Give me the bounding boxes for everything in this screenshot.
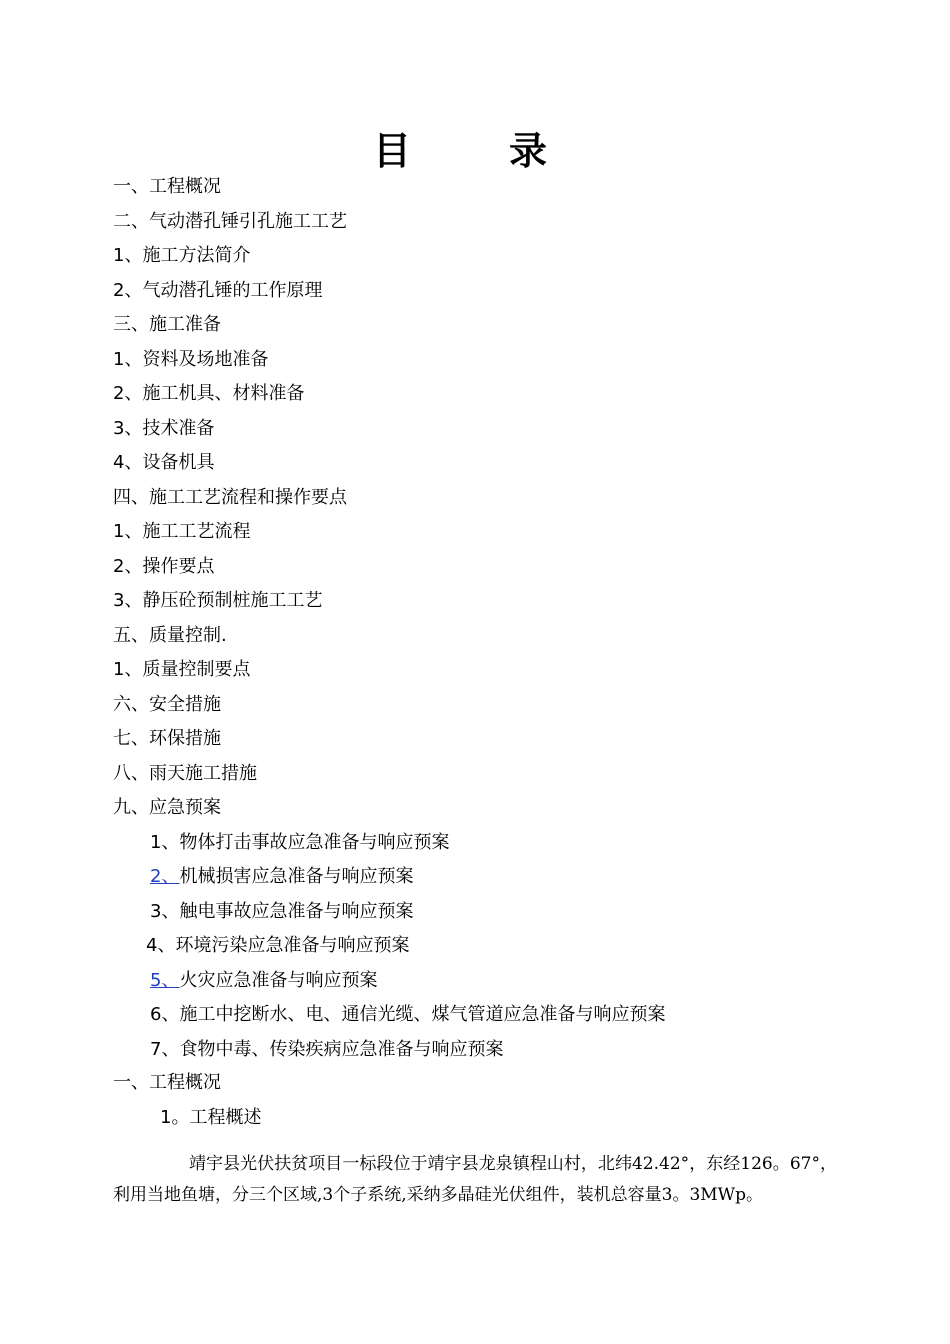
toc-item[interactable]	[150, 964, 377, 998]
toc-item[interactable]	[113, 343, 268, 377]
body-paragraph: 靖宇县光伏扶贫项目一标段位于靖宇县龙泉镇程山村，北纬42.42°，东经126。67°，利用当地鱼塘，分三个区域,3个子系统,采纳多晶硅光伏组件，装机总容量3。3MWp。	[113, 1154, 837, 1205]
section-heading: 一、工程概况	[113, 1072, 221, 1093]
toc-item[interactable]	[113, 446, 214, 480]
toc-item[interactable]	[113, 757, 257, 791]
toc-item-text: 九、应急预案	[113, 797, 221, 818]
page-title: 目 录	[372, 129, 577, 173]
toc-item[interactable]	[150, 826, 449, 860]
toc-item-text: 五、质量控制.	[113, 624, 227, 646]
toc-item-text: 施工中挖断水、电、通信光缆、煤气管道应急准备与响应预案	[179, 1004, 666, 1025]
toc-item[interactable]	[146, 929, 409, 963]
toc-item[interactable]	[150, 860, 413, 894]
toc-item-text: 一、工程概况	[113, 176, 221, 197]
toc-item[interactable]	[113, 722, 221, 756]
toc-item-text: 触电事故应急准备与响应预案	[179, 900, 414, 922]
toc-item-number: 6、	[150, 1004, 180, 1025]
toc-item-text: 1、施工工艺流程	[113, 521, 251, 542]
toc-item-number-link[interactable]: 2、	[150, 866, 180, 887]
toc-item-number: 1、	[150, 831, 180, 853]
toc-item[interactable]	[150, 1033, 503, 1067]
toc-item-text: 七、环保措施	[113, 728, 221, 749]
toc-item[interactable]	[113, 170, 221, 204]
toc-item-number: 4、	[146, 935, 176, 956]
toc-item-number: 7、	[150, 1038, 180, 1060]
toc-item-text: 六、安全措施	[113, 693, 221, 715]
toc-item[interactable]	[113, 308, 221, 342]
toc-item[interactable]	[113, 205, 347, 239]
toc-item[interactable]	[113, 274, 322, 308]
toc-item-text: 1、质量控制要点	[113, 659, 251, 680]
toc-item[interactable]	[150, 895, 413, 929]
toc-item-number: 3、	[150, 900, 180, 922]
toc-item[interactable]	[113, 653, 250, 687]
sub-heading: 1。工程概述	[160, 1107, 262, 1128]
toc-item-text: 2、操作要点	[113, 555, 215, 577]
toc-item[interactable]	[113, 584, 322, 618]
toc-item-text: 四、施工工艺流程和操作要点	[113, 486, 347, 508]
toc-item-text: 2、施工机具、材料准备	[113, 383, 305, 404]
toc-item[interactable]	[113, 377, 304, 411]
toc-item[interactable]	[113, 412, 214, 446]
toc-item-text: 食物中毒、传染疾病应急准备与响应预案	[179, 1038, 504, 1060]
toc-item-text: 机械损害应急准备与响应预案	[179, 866, 414, 887]
toc-item[interactable]	[113, 550, 214, 584]
toc-item[interactable]	[113, 515, 250, 549]
toc-item-text: 环境污染应急准备与响应预案	[175, 935, 410, 956]
toc-item[interactable]	[113, 688, 221, 722]
toc-item-text: 3、静压砼预制桩施工工艺	[113, 590, 323, 611]
toc-item-text: 2、气动潜孔锤的工作原理	[113, 279, 323, 301]
toc-item[interactable]	[113, 481, 347, 515]
toc-item[interactable]	[113, 619, 227, 653]
toc-item[interactable]	[113, 791, 221, 825]
toc-item-text: 4、设备机具	[113, 452, 215, 473]
toc-item-text: 八、雨天施工措施	[113, 762, 257, 784]
toc-item[interactable]	[113, 239, 250, 273]
toc-item-text: 物体打击事故应急准备与响应预案	[179, 831, 450, 853]
toc-item-text: 3、技术准备	[113, 417, 215, 439]
toc-item-text: 二、气动潜孔锤引孔施工工艺	[113, 210, 347, 232]
toc-item[interactable]	[150, 998, 665, 1032]
toc-item-number-link[interactable]: 5、	[150, 969, 180, 991]
toc-item-text: 1、施工方法简介	[113, 245, 251, 266]
toc-item-text: 三、施工准备	[113, 314, 221, 335]
toc-item-text: 火灾应急准备与响应预案	[179, 969, 378, 991]
toc-item-text: 1、资料及场地准备	[113, 348, 269, 370]
